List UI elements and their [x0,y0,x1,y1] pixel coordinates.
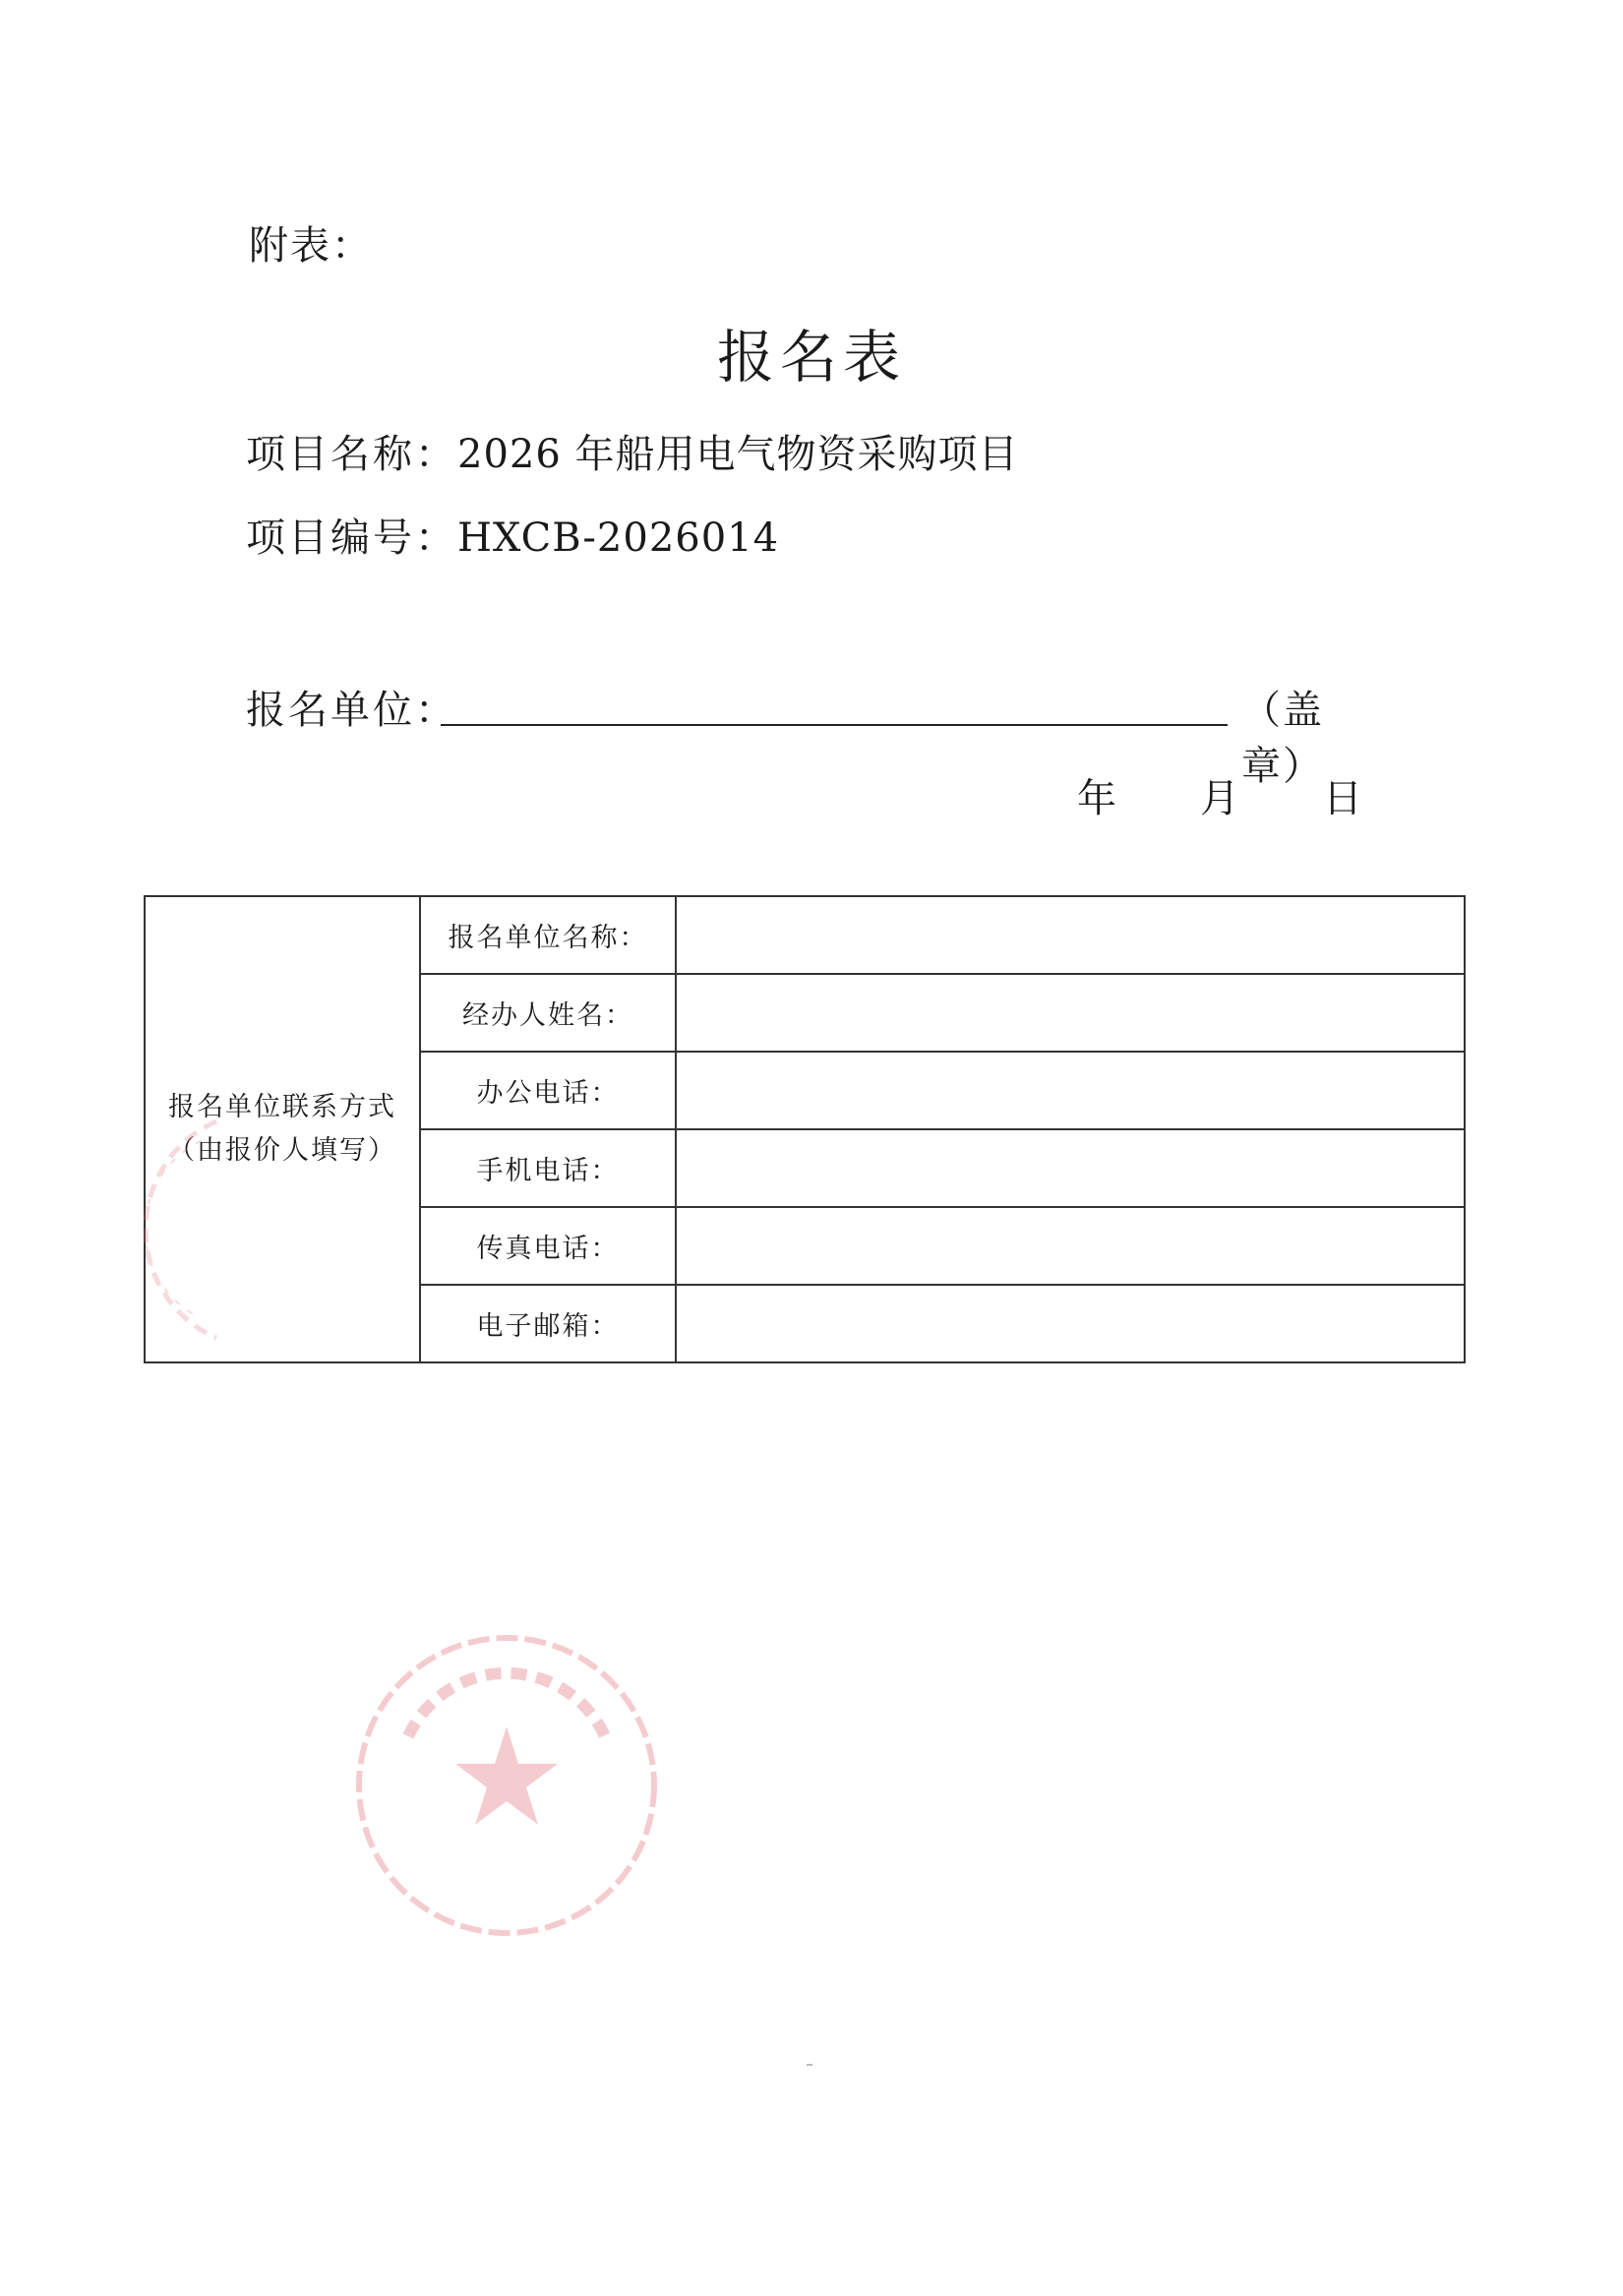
field-label-mobile-phone: 手机电话： [420,1129,676,1207]
field-value-office-phone[interactable] [676,1052,1465,1129]
project-code-value: HXCB-2026014 [457,515,780,561]
official-seal-stamp [349,1628,664,1943]
table-row [145,896,1465,974]
field-label-office-phone: 办公电话： [420,1052,676,1129]
project-code-label: 项目编号： [246,515,457,561]
field-label-handler-name: 经办人姓名： [420,974,676,1052]
registration-unit-row [246,679,1377,789]
field-value-unit-name[interactable] [676,896,1465,974]
field-value-email[interactable] [676,1285,1465,1362]
registration-unit-label: 报名单位： [246,688,457,733]
project-name-value: 2026 年船用电气物资采购项目 [457,432,1019,477]
field-value-mobile-phone[interactable] [676,1129,1465,1207]
field-label-unit-name: 报名单位名称： [420,896,676,974]
project-name-line [246,423,1019,479]
date-year-label: 年 [1077,776,1116,821]
date-day-label: 日 [1323,776,1362,821]
contact-info-table [144,895,1466,1363]
project-name-label: 项目名称： [246,432,457,477]
field-label-fax: 传真电话： [420,1207,676,1285]
registration-unit-blank[interactable] [441,724,1228,726]
field-value-handler-name[interactable] [676,974,1465,1052]
project-code-line [246,507,779,563]
appendix-label: 附表： [249,223,373,269]
field-value-fax[interactable] [676,1207,1465,1285]
date-month-label: 月 [1200,776,1239,821]
contact-group-cell [145,896,420,1362]
scan-speck [807,2064,812,2066]
form-title: 报名表 [716,324,906,391]
field-label-email: 电子邮箱： [420,1285,676,1362]
seal-label: （盖章） [1241,688,1324,789]
seal-star-icon [455,1726,558,1825]
contact-group-note: （由报价人填写） [168,1135,396,1166]
contact-group-label: 报名单位联系方式 [168,1092,396,1122]
